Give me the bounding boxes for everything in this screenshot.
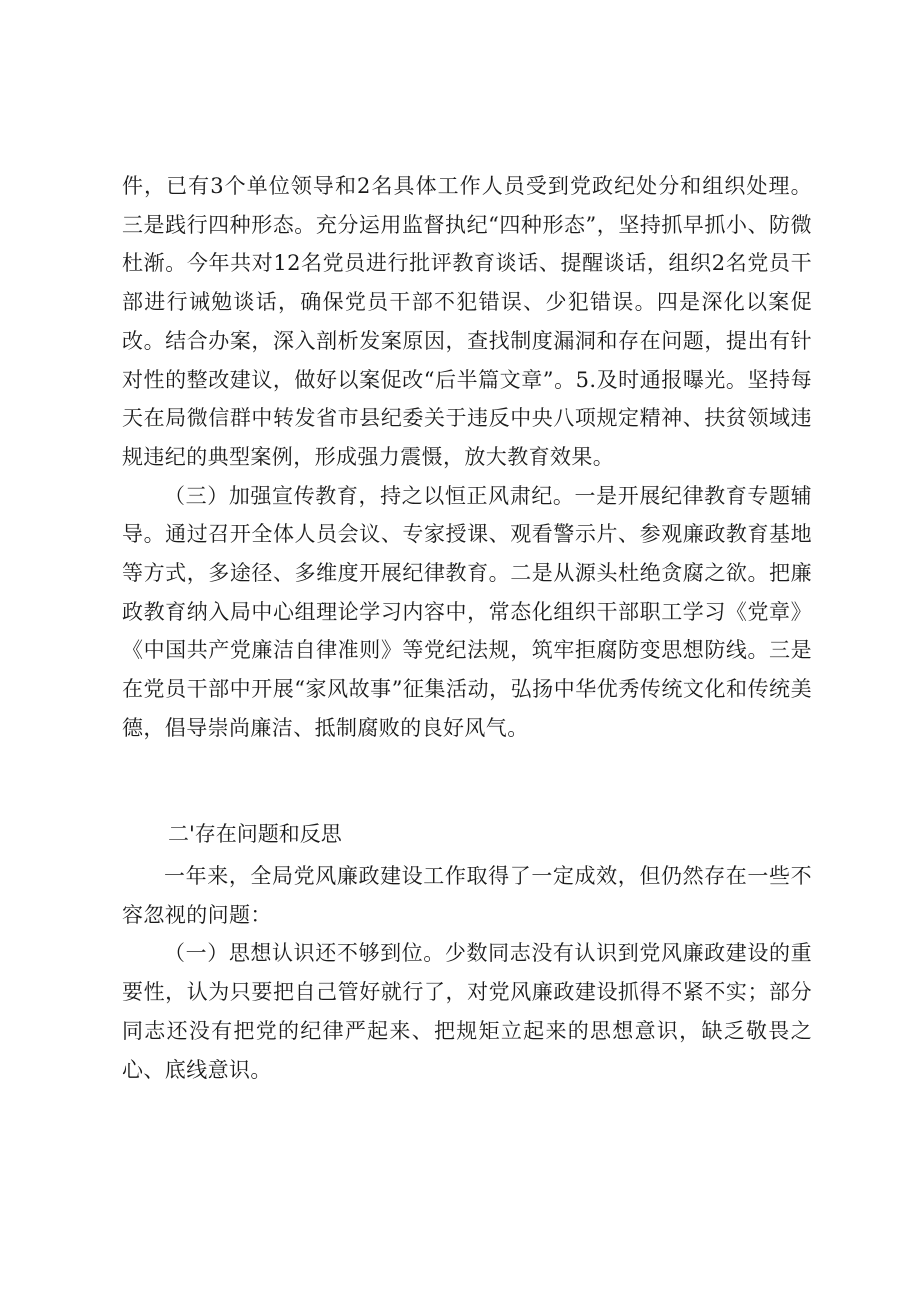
section-heading: 二'存在问题和反思 bbox=[168, 822, 342, 846]
body-text-upper bbox=[122, 167, 812, 748]
paragraph-problem-one: （一）思想认识还不够到位。少数同志没有认识到党风廉政建设的重要性，认为只要把自己管好就行了，对党风廉政建设抓得不紧不实；部分同志还没有把党的纪律严起来、把规矩立起来的思想意识，缺乏敬畏之心、底线意识。 bbox=[122, 941, 812, 1082]
body-text-lower bbox=[122, 857, 812, 1089]
paragraph-section-three: （三）加强宣传教育，持之以恒正风肃纪。一是开展纪律教育专题辅导。通过召开全体人员会议、专家授课、观看警示片、参观廉政教育基地等方式，多途径、多维度开展纪律教育。二是从源头杜绝贪腐之欲。把廉政教育纳入局中心组理论学习内容中，常态化组织干部职工学习《党章》《中国共产党廉洁自律准则》等党纪法规，筑牢拒腐防变思想防线。三是在党员干部中开展“家风故事”征集活动，弘扬中华优秀传统文化和传统美德，倡导崇尚廉洁、抵制腐败的良好风气。 bbox=[122, 483, 812, 740]
paragraph-continuation: 件，已有3个单位领导和2名具体工作人员受到党政纪处分和组织处理。三是践行四种形态。充分运用监督执纪“四种形态”，坚持抓早抓小、防微杜渐。今年共对12名党员进行批评教育谈话、提醒谈话，组织2名党员干部进行诫勉谈话，确保党员干部不犯错误、少犯错误。四是深化以案促改。结合办案，深入剖析发案原因，查找制度漏洞和存在问题，提出有针对性的整改建议，做好以案促改“后半篇文章”。5.及时通报曝光。坚持每天在局微信群中转发省市县纪委关于违反中央八项规定精神、扶贫领域违规违纪的典型案例，形成强力震慑，放大教育效果。 bbox=[122, 174, 812, 469]
paragraph-intro: 一年来，全局党风廉政建设工作取得了一定成效，但仍然存在一些不容忽视的问题： bbox=[122, 864, 812, 927]
